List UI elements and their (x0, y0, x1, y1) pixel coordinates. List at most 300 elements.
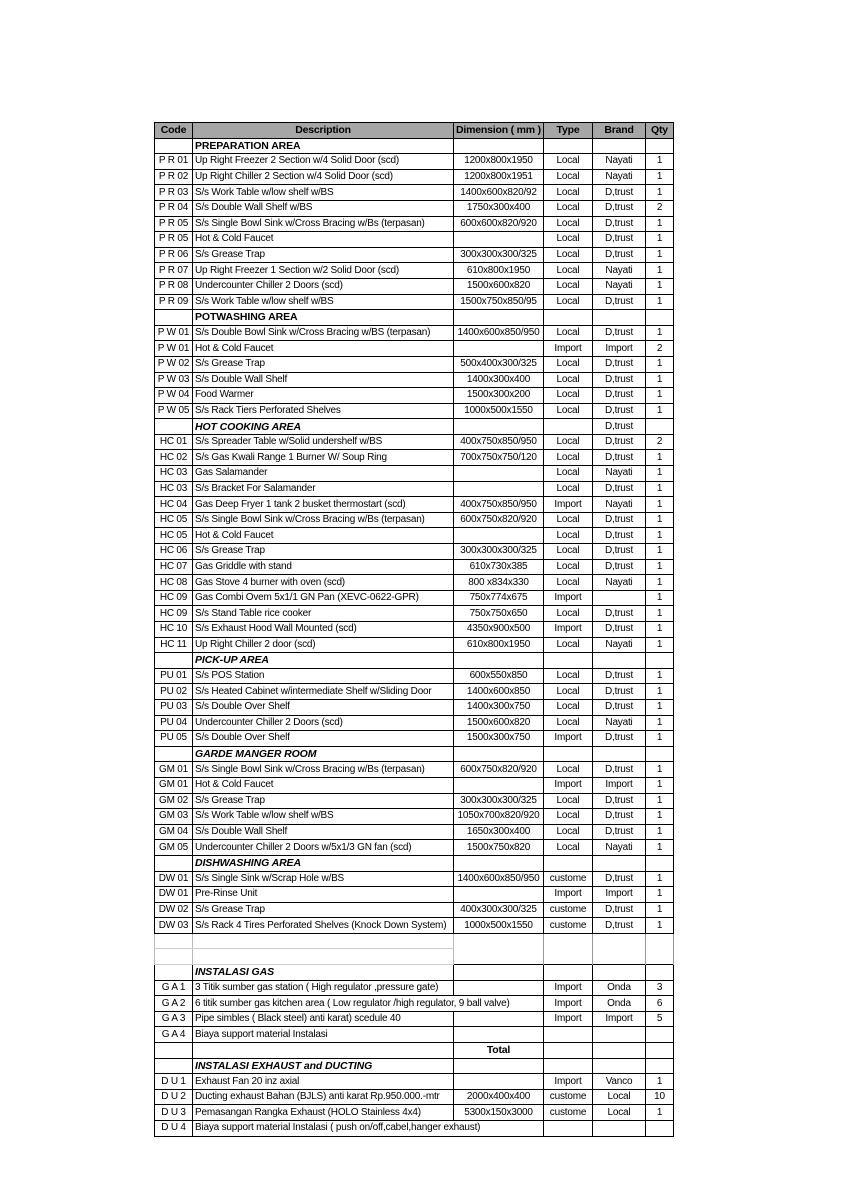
brand-cell (593, 138, 646, 154)
description-cell: S/s Stand Table rice cooker (193, 606, 454, 622)
description-cell: S/s Single Sink w/Scrap Hole w/BS (193, 871, 454, 887)
spacer-cell (454, 933, 544, 949)
brand-cell (593, 1121, 646, 1137)
description-cell: S/s Grease Trap (193, 793, 454, 809)
type-cell: Import (544, 622, 593, 638)
qty-cell: 1 (646, 902, 674, 918)
brand-cell: Nayati (593, 497, 646, 513)
dim-cell: 1500x750x820 (454, 840, 544, 856)
dim-cell: 1650x300x400 (454, 824, 544, 840)
section-title: POTWASHING AREA (193, 310, 454, 326)
table-row (155, 169, 674, 185)
table-row (155, 232, 674, 248)
qty-cell: 1 (646, 247, 674, 263)
spacer-row (155, 933, 674, 949)
dim-cell (454, 419, 544, 435)
qty-cell: 1 (646, 278, 674, 294)
column-header-brand: Brand (593, 123, 646, 139)
code-cell: P W 03 (155, 372, 193, 388)
dim-cell (454, 653, 544, 669)
dim-cell: 500x400x300/325 (454, 356, 544, 372)
dim-cell (454, 1074, 544, 1090)
table-row (155, 1121, 674, 1137)
code-cell: HC 11 (155, 637, 193, 653)
code-cell: HC 08 (155, 575, 193, 591)
description-cell: S/s Single Bowl Sink w/Cross Bracing w/Bs (terpasan) (193, 216, 454, 232)
dim-cell: 610x800x1950 (454, 637, 544, 653)
description-cell: S/s Single Bowl Sink w/Cross Bracing w/Bs (terpasan) (193, 512, 454, 528)
dim-cell: 610x730x385 (454, 559, 544, 575)
table-row (155, 1105, 674, 1121)
type-cell: Local (544, 762, 593, 778)
table-row (155, 356, 674, 372)
type-cell: Local (544, 388, 593, 404)
code-cell: PU 02 (155, 684, 193, 700)
type-cell: custome (544, 902, 593, 918)
qty-cell: 1 (646, 762, 674, 778)
description-cell: S/s Spreader Table w/Solid undershelf w/BS (193, 434, 454, 450)
description-cell: S/s Single Bowl Sink w/Cross Bracing w/Bs (terpasan) (193, 762, 454, 778)
dim-cell: 400x750x850/950 (454, 434, 544, 450)
type-cell: Local (544, 481, 593, 497)
column-header-dim: Dimension ( mm ) (454, 123, 544, 139)
table-row (155, 1011, 674, 1027)
dim-cell: 1000x500x1550 (454, 918, 544, 934)
description-cell: S/s Double Over Shelf (193, 731, 454, 747)
description-cell: S/s Work Table w/low shelf w/BS (193, 809, 454, 825)
qty-cell: 6 (646, 996, 674, 1012)
type-cell: Import (544, 996, 593, 1012)
code-cell: P R 01 (155, 154, 193, 170)
qty-cell: 1 (646, 154, 674, 170)
type-cell (544, 419, 593, 435)
qty-cell: 1 (646, 777, 674, 793)
qty-cell: 2 (646, 434, 674, 450)
brand-cell: D,trust (593, 699, 646, 715)
spacer-cell (593, 949, 646, 965)
table-row (155, 263, 674, 279)
code-cell: HC 03 (155, 481, 193, 497)
brand-cell: D,trust (593, 622, 646, 638)
code-cell: HC 07 (155, 559, 193, 575)
code-cell: G A 1 (155, 980, 193, 996)
brand-cell: D,trust (593, 606, 646, 622)
description-cell: Pipe simbles ( Black steel) anti karat) scedule 40 (193, 1011, 454, 1027)
type-cell: Local (544, 715, 593, 731)
dim-cell: 5300x150x3000 (454, 1105, 544, 1121)
code-cell: D U 1 (155, 1074, 193, 1090)
type-cell: Local (544, 372, 593, 388)
table-row (155, 528, 674, 544)
dim-cell (454, 746, 544, 762)
dim-cell: 1000x500x1550 (454, 403, 544, 419)
brand-cell: Onda (593, 980, 646, 996)
type-cell: custome (544, 1089, 593, 1105)
description-cell: S/s Heated Cabinet w/intermediate Shelf w/Sliding Door (193, 684, 454, 700)
brand-cell: Local (593, 1089, 646, 1105)
description-cell: S/s Bracket For Salamander (193, 481, 454, 497)
code-cell: GM 05 (155, 840, 193, 856)
brand-cell (593, 653, 646, 669)
type-cell: Local (544, 185, 593, 201)
dim-cell: 1200x800x1950 (454, 154, 544, 170)
section-title: INSTALASI GAS (193, 965, 454, 981)
qty-cell: 1 (646, 559, 674, 575)
type-cell: Local (544, 403, 593, 419)
qty-cell: 1 (646, 294, 674, 310)
code-cell: GM 02 (155, 793, 193, 809)
dim-cell (454, 310, 544, 326)
code-cell: P W 04 (155, 388, 193, 404)
qty-cell: 1 (646, 185, 674, 201)
type-cell: custome (544, 918, 593, 934)
brand-cell: Nayati (593, 154, 646, 170)
qty-cell (646, 138, 674, 154)
type-cell: Local (544, 200, 593, 216)
dim-cell: 300x300x300/325 (454, 793, 544, 809)
code-cell: G A 2 (155, 996, 193, 1012)
section-row (155, 310, 674, 326)
type-cell (544, 965, 593, 981)
description-cell: Undercounter Chiller 2 Doors w/5x1/3 GN fan (scd) (193, 840, 454, 856)
description-cell: S/s Grease Trap (193, 902, 454, 918)
column-header-type: Type (544, 123, 593, 139)
description-cell: S/s Double Bowl Sink w/Cross Bracing w/BS (terpasan) (193, 325, 454, 341)
type-cell: Local (544, 840, 593, 856)
type-cell: custome (544, 1105, 593, 1121)
brand-cell: Nayati (593, 263, 646, 279)
table-row (155, 216, 674, 232)
brand-cell: Import (593, 887, 646, 903)
table-row (155, 1089, 674, 1105)
description-cell: S/s Double Wall Shelf (193, 372, 454, 388)
qty-cell: 1 (646, 575, 674, 591)
description-cell: Pemasangan Rangka Exhaust (HOLO Stainless 4x4) (193, 1105, 454, 1121)
brand-cell: D,trust (593, 294, 646, 310)
brand-cell (593, 1058, 646, 1074)
code-cell: GM 04 (155, 824, 193, 840)
code-cell: G A 4 (155, 1027, 193, 1043)
brand-cell: D,trust (593, 528, 646, 544)
code-cell (155, 310, 193, 326)
qty-cell (646, 1043, 674, 1059)
qty-cell: 5 (646, 1011, 674, 1027)
code-cell: HC 09 (155, 606, 193, 622)
brand-cell: Nayati (593, 840, 646, 856)
code-cell: DW 02 (155, 902, 193, 918)
table-row (155, 154, 674, 170)
description-cell: Up Right Freezer 1 Section w/2 Solid Door (scd) (193, 263, 454, 279)
qty-cell: 1 (646, 715, 674, 731)
dim-cell: 800 x834x330 (454, 575, 544, 591)
brand-cell: D,trust (593, 762, 646, 778)
brand-cell: D,trust (593, 512, 646, 528)
code-cell (155, 653, 193, 669)
description-cell: S/s Grease Trap (193, 356, 454, 372)
brand-cell: D,trust (593, 388, 646, 404)
table-row (155, 1027, 674, 1043)
dim-cell: 400x300x300/325 (454, 902, 544, 918)
table-row (155, 606, 674, 622)
qty-cell (646, 310, 674, 326)
dim-cell: 1400x600x850 (454, 684, 544, 700)
brand-cell: D,trust (593, 871, 646, 887)
type-cell: Local (544, 512, 593, 528)
column-header-desc: Description (193, 123, 454, 139)
table-row (155, 200, 674, 216)
dim-cell: Total (454, 1043, 544, 1059)
description-cell: 3 Titik sumber gas station ( High regulator ,pressure gate) (193, 980, 454, 996)
qty-cell: 1 (646, 325, 674, 341)
description-cell: Up Right Chiller 2 Section w/4 Solid Door (scd) (193, 169, 454, 185)
qty-cell: 1 (646, 1105, 674, 1121)
table-row (155, 294, 674, 310)
type-cell: Local (544, 699, 593, 715)
section-row (155, 653, 674, 669)
table-header (155, 123, 674, 139)
table-row (155, 481, 674, 497)
type-cell: Local (544, 809, 593, 825)
qty-cell: 1 (646, 232, 674, 248)
brand-cell: D,trust (593, 216, 646, 232)
dim-cell: 1500x300x750 (454, 731, 544, 747)
dim-cell: 1500x300x200 (454, 388, 544, 404)
table-row (155, 341, 674, 357)
dim-cell (454, 466, 544, 482)
code-cell: P R 02 (155, 169, 193, 185)
code-cell: GM 01 (155, 777, 193, 793)
table-row (155, 668, 674, 684)
dim-cell: 1400x600x850/950 (454, 325, 544, 341)
dim-cell: 1400x600x820/92 (454, 185, 544, 201)
code-cell: DW 01 (155, 887, 193, 903)
qty-cell: 1 (646, 497, 674, 513)
qty-cell (646, 653, 674, 669)
description-cell: S/s Gas Kwali Range 1 Burner W/ Soup Ring (193, 450, 454, 466)
qty-cell (646, 1058, 674, 1074)
code-cell: D U 3 (155, 1105, 193, 1121)
qty-cell: 3 (646, 980, 674, 996)
dim-cell (454, 965, 544, 981)
code-cell: D U 4 (155, 1121, 193, 1137)
table-row (155, 325, 674, 341)
dim-cell: 1500x750x850/95 (454, 294, 544, 310)
equipment-table (154, 122, 674, 1137)
brand-cell: Import (593, 777, 646, 793)
brand-cell: Nayati (593, 169, 646, 185)
description-cell: Undercounter Chiller 2 Doors (scd) (193, 278, 454, 294)
type-cell: Local (544, 247, 593, 263)
type-cell (544, 1027, 593, 1043)
spacer-cell (593, 933, 646, 949)
table-row (155, 1074, 674, 1090)
table-row (155, 388, 674, 404)
table-row (155, 497, 674, 513)
dim-cell: 1400x300x750 (454, 699, 544, 715)
dim-cell: 600x600x820/920 (454, 216, 544, 232)
dim-cell (454, 980, 544, 996)
dim-cell (454, 887, 544, 903)
table-row (155, 918, 674, 934)
spacer-cell (155, 949, 193, 965)
brand-cell: Nayati (593, 466, 646, 482)
qty-cell: 1 (646, 388, 674, 404)
brand-cell: Local (593, 1105, 646, 1121)
table-row (155, 372, 674, 388)
dim-cell (454, 138, 544, 154)
brand-cell: D,trust (593, 559, 646, 575)
table-row (155, 434, 674, 450)
type-cell: Local (544, 544, 593, 560)
description-cell: Biaya support material Instalasi ( push on/off,cabel,hanger exhaust) (193, 1121, 544, 1137)
brand-cell: D,trust (593, 809, 646, 825)
brand-cell: D,trust (593, 668, 646, 684)
table-row (155, 980, 674, 996)
brand-cell: D,trust (593, 824, 646, 840)
code-cell: G A 3 (155, 1011, 193, 1027)
qty-cell: 1 (646, 512, 674, 528)
table-row (155, 278, 674, 294)
brand-cell: D,trust (593, 434, 646, 450)
type-cell: Import (544, 980, 593, 996)
code-cell: PU 01 (155, 668, 193, 684)
table-row (155, 793, 674, 809)
table-row (155, 996, 674, 1012)
dim-cell (454, 1011, 544, 1027)
code-cell: PU 03 (155, 699, 193, 715)
type-cell: Local (544, 294, 593, 310)
dim-cell: 1400x600x850/950 (454, 871, 544, 887)
brand-cell: D,trust (593, 902, 646, 918)
table-row (155, 684, 674, 700)
description-cell: S/s Work Table w/low shelf w/BS (193, 294, 454, 310)
code-cell: PU 05 (155, 731, 193, 747)
table-row (155, 809, 674, 825)
code-cell: HC 05 (155, 512, 193, 528)
code-cell: HC 10 (155, 622, 193, 638)
type-cell (544, 138, 593, 154)
column-header-code: Code (155, 123, 193, 139)
code-cell: P W 01 (155, 325, 193, 341)
code-cell: P R 05 (155, 216, 193, 232)
column-header-qty: Qty (646, 123, 674, 139)
type-cell: Import (544, 731, 593, 747)
table-row (155, 450, 674, 466)
type-cell: Local (544, 684, 593, 700)
description-cell: Hot & Cold Faucet (193, 232, 454, 248)
type-cell: Local (544, 434, 593, 450)
qty-cell: 1 (646, 871, 674, 887)
code-cell (155, 1058, 193, 1074)
brand-cell: Nayati (593, 715, 646, 731)
description-cell: Undercounter Chiller 2 Doors (scd) (193, 715, 454, 731)
type-cell: Local (544, 154, 593, 170)
description-cell: Hot & Cold Faucet (193, 777, 454, 793)
dim-cell: 1400x300x400 (454, 372, 544, 388)
brand-cell: D,trust (593, 232, 646, 248)
dim-cell: 400x750x850/950 (454, 497, 544, 513)
code-cell: P R 09 (155, 294, 193, 310)
table-row (155, 512, 674, 528)
brand-cell: D,trust (593, 185, 646, 201)
qty-cell: 2 (646, 341, 674, 357)
dim-cell (454, 855, 544, 871)
description-cell: Biaya support material Instalasi (193, 1027, 454, 1043)
code-cell: P R 04 (155, 200, 193, 216)
qty-cell: 1 (646, 809, 674, 825)
brand-cell: Vanco (593, 1074, 646, 1090)
type-cell: Local (544, 575, 593, 591)
qty-cell: 1 (646, 481, 674, 497)
dim-cell (454, 481, 544, 497)
qty-cell (646, 1121, 674, 1137)
type-cell: Local (544, 528, 593, 544)
brand-cell: D,trust (593, 372, 646, 388)
qty-cell: 1 (646, 590, 674, 606)
type-cell: Local (544, 278, 593, 294)
type-cell: Import (544, 497, 593, 513)
qty-cell: 1 (646, 887, 674, 903)
type-cell: Import (544, 1074, 593, 1090)
dim-cell: 700x750x750/120 (454, 450, 544, 466)
dim-cell (454, 528, 544, 544)
qty-cell: 1 (646, 637, 674, 653)
type-cell: Local (544, 466, 593, 482)
table-row (155, 902, 674, 918)
qty-cell (646, 419, 674, 435)
section-row (155, 746, 674, 762)
spacer-cell (544, 949, 593, 965)
spacer-row (155, 949, 674, 965)
qty-cell: 1 (646, 731, 674, 747)
section-row (155, 965, 674, 981)
brand-cell (593, 1027, 646, 1043)
header-row (155, 123, 674, 139)
code-cell (155, 746, 193, 762)
type-cell: custome (544, 871, 593, 887)
dim-cell: 1500x600x820 (454, 278, 544, 294)
description-cell: Ducting exhaust Bahan (BJLS) anti karat Rp.950.000.-mtr (193, 1089, 454, 1105)
table-row (155, 637, 674, 653)
table-row (155, 887, 674, 903)
dim-cell (454, 232, 544, 248)
dim-cell: 300x300x300/325 (454, 247, 544, 263)
qty-cell (646, 746, 674, 762)
type-cell: Local (544, 232, 593, 248)
type-cell: Local (544, 325, 593, 341)
type-cell (544, 855, 593, 871)
qty-cell: 1 (646, 840, 674, 856)
type-cell: Local (544, 606, 593, 622)
table-row (155, 777, 674, 793)
type-cell: Local (544, 169, 593, 185)
spacer-cell (544, 933, 593, 949)
description-cell: S/s Grease Trap (193, 544, 454, 560)
brand-cell: Nayati (593, 278, 646, 294)
dim-cell: 1050x700x820/920 (454, 809, 544, 825)
qty-cell: 1 (646, 372, 674, 388)
brand-cell (593, 855, 646, 871)
description-cell: 6 titik sumber gas kitchen area ( Low regulator /high regulator, 9 ball valve) (193, 996, 544, 1012)
dim-cell: 1500x600x820 (454, 715, 544, 731)
code-cell: GM 01 (155, 762, 193, 778)
code-cell: P W 05 (155, 403, 193, 419)
section-title: DISHWASHING AREA (193, 855, 454, 871)
table-row (155, 715, 674, 731)
description-cell: S/s Exhaust Hood Wall Mounted (scd) (193, 622, 454, 638)
dim-cell: 300x300x300/325 (454, 544, 544, 560)
brand-cell: D,trust (593, 544, 646, 560)
